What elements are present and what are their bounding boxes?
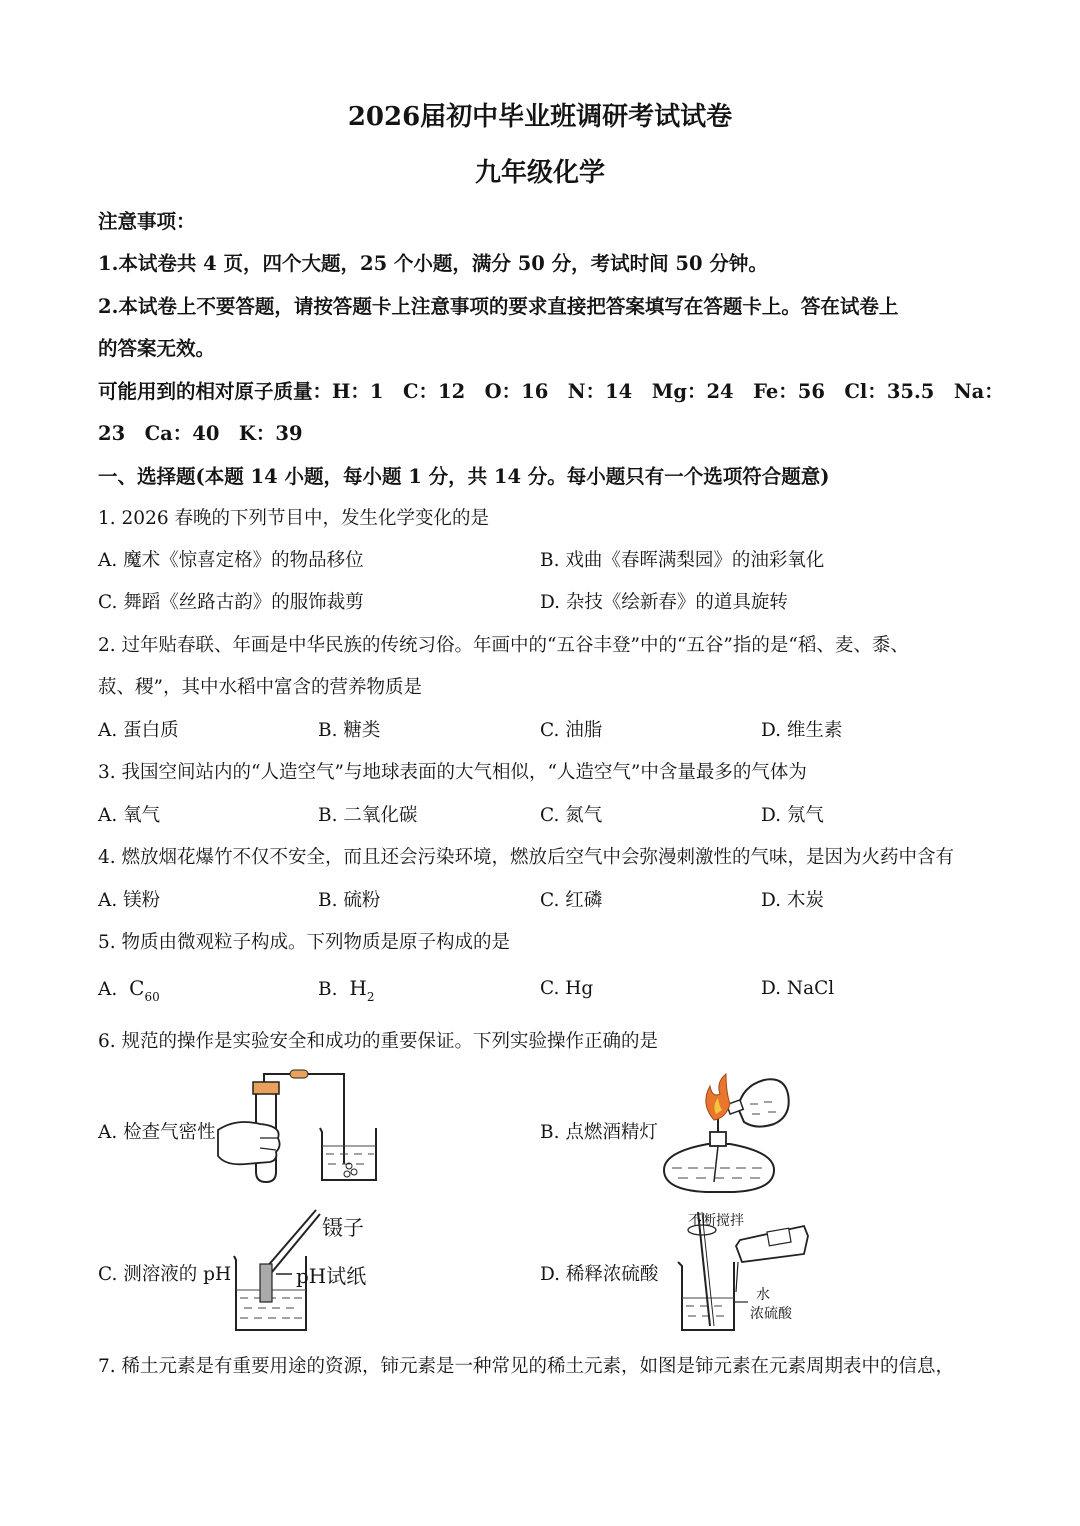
- alcohol-lamp-figure: [656, 1064, 796, 1196]
- question-4-option-c: C. 红磷: [540, 890, 603, 911]
- question-2-option-b: B. 糖类: [318, 720, 381, 741]
- question-3-option-d: D. 氖气: [761, 805, 824, 826]
- section-1-heading: 一、选择题(本题 14 小题，每小题 1 分，共 14 分。每小题只有一个选项符合题意): [98, 465, 830, 488]
- exam-title: 2026届初中毕业班调研考试试卷: [347, 102, 733, 132]
- question-6-option-d: D. 稀释浓硫酸: [540, 1264, 659, 1285]
- question-2-stem-line1: 2. 过年贴春联、年画是中华民族的传统习俗。年画中的“五谷丰登”中的“五谷”指的是“稻、麦、黍、: [98, 635, 909, 656]
- question-2-stem-line2: 菽、稷”，其中水稻中富含的营养物质是: [98, 677, 422, 698]
- question-7-stem: 7. 稀土元素是有重要用途的资源，铈元素是一种常见的稀土元素，如图是铈元素在元素周期表中的信息，: [98, 1356, 955, 1377]
- question-5-option-c: C. Hg: [540, 978, 594, 999]
- tweezers-label: 镊子: [322, 1216, 364, 1240]
- question-5-option-d: D. NaCl: [761, 978, 835, 999]
- question-4-stem: 4. 燃放烟花爆竹不仅不安全，而且还会污染环境，燃放后空气中会弥漫刺激性的气味，是因为火药中含有: [98, 847, 955, 868]
- question-6-option-a: A. 检查气密性: [98, 1122, 216, 1143]
- formula-h2-subscript: 2: [366, 990, 375, 1004]
- formula-c60: C: [129, 976, 145, 1000]
- note-item-2-line1: 2.本试卷上不要答题，请按答题卡上注意事项的要求直接把答案填写在答题卡上。答在试卷上: [98, 295, 899, 318]
- note-item-2-line2: 的答案无效。: [98, 337, 216, 360]
- question-6-option-c: C. 测溶液的 pH: [98, 1264, 232, 1285]
- exam-subject: 九年级化学: [474, 158, 605, 188]
- water-label: 水: [756, 1287, 770, 1303]
- option-a-label: A.: [98, 979, 118, 1000]
- question-1-option-a: A. 魔术《惊喜定格》的物品移位: [98, 550, 364, 571]
- question-2-option-d: D. 维生素: [761, 720, 843, 741]
- formula-c60-subscript: 60: [144, 990, 160, 1004]
- question-4-option-a: A. 镁粉: [98, 890, 161, 911]
- question-6-stem: 6. 规范的操作是实验安全和成功的重要保证。下列实验操作正确的是: [98, 1031, 659, 1052]
- question-3-option-c: C. 氮气: [540, 805, 603, 826]
- question-3-stem: 3. 我国空间站内的“人造空气”与地球表面的大气相似，“人造空气”中含量最多的气体为: [98, 762, 807, 783]
- atomic-masses-line2: 23 Ca：40 K：39: [98, 422, 303, 445]
- question-1-option-c: C. 舞蹈《丝路古韵》的服饰裁剪: [98, 592, 364, 613]
- question-3-option-b: B. 二氧化碳: [318, 805, 418, 826]
- ph-paper-label: pH试纸: [296, 1264, 367, 1288]
- acid-label: 浓硫酸: [750, 1306, 792, 1322]
- question-1-stem: 1. 2026 春晚的下列节目中，发生化学变化的是: [98, 508, 489, 529]
- atomic-masses-line1: 可能用到的相对原子质量：H：1 C：12 O：16 N：14 Mg：24 Fe：56 Cl：35.5 Na：: [98, 380, 1004, 403]
- formula-h2: H: [349, 976, 367, 1000]
- stirring-label: 不断搅拌: [688, 1213, 744, 1229]
- question-3-option-a: A. 氧气: [98, 805, 161, 826]
- question-1-option-b: B. 戏曲《春晖满梨园》的油彩氧化: [540, 550, 825, 571]
- notes-heading: 注意事项：: [98, 210, 196, 233]
- question-5-option-a: [98, 976, 160, 1004]
- airtightness-check-figure: [216, 1068, 396, 1188]
- question-1-option-d: D. 杂技《绘新春》的道具旋转: [540, 592, 788, 613]
- question-4-option-b: B. 硫粉: [318, 890, 381, 911]
- question-5-option-b: [318, 976, 374, 1004]
- note-item-1: 1.本试卷共 4 页，四个大题，25 个小题，满分 50 分，考试时间 50 分钟。: [98, 252, 768, 275]
- question-2-option-a: A. 蛋白质: [98, 720, 179, 741]
- option-b-label: B.: [318, 979, 338, 1000]
- question-5-stem: 5. 物质由微观粒子构成。下列物质是原子构成的是: [98, 932, 511, 953]
- question-4-option-d: D. 木炭: [761, 890, 824, 911]
- question-6-option-b: B. 点燃酒精灯: [540, 1122, 658, 1143]
- question-2-option-c: C. 油脂: [540, 720, 603, 741]
